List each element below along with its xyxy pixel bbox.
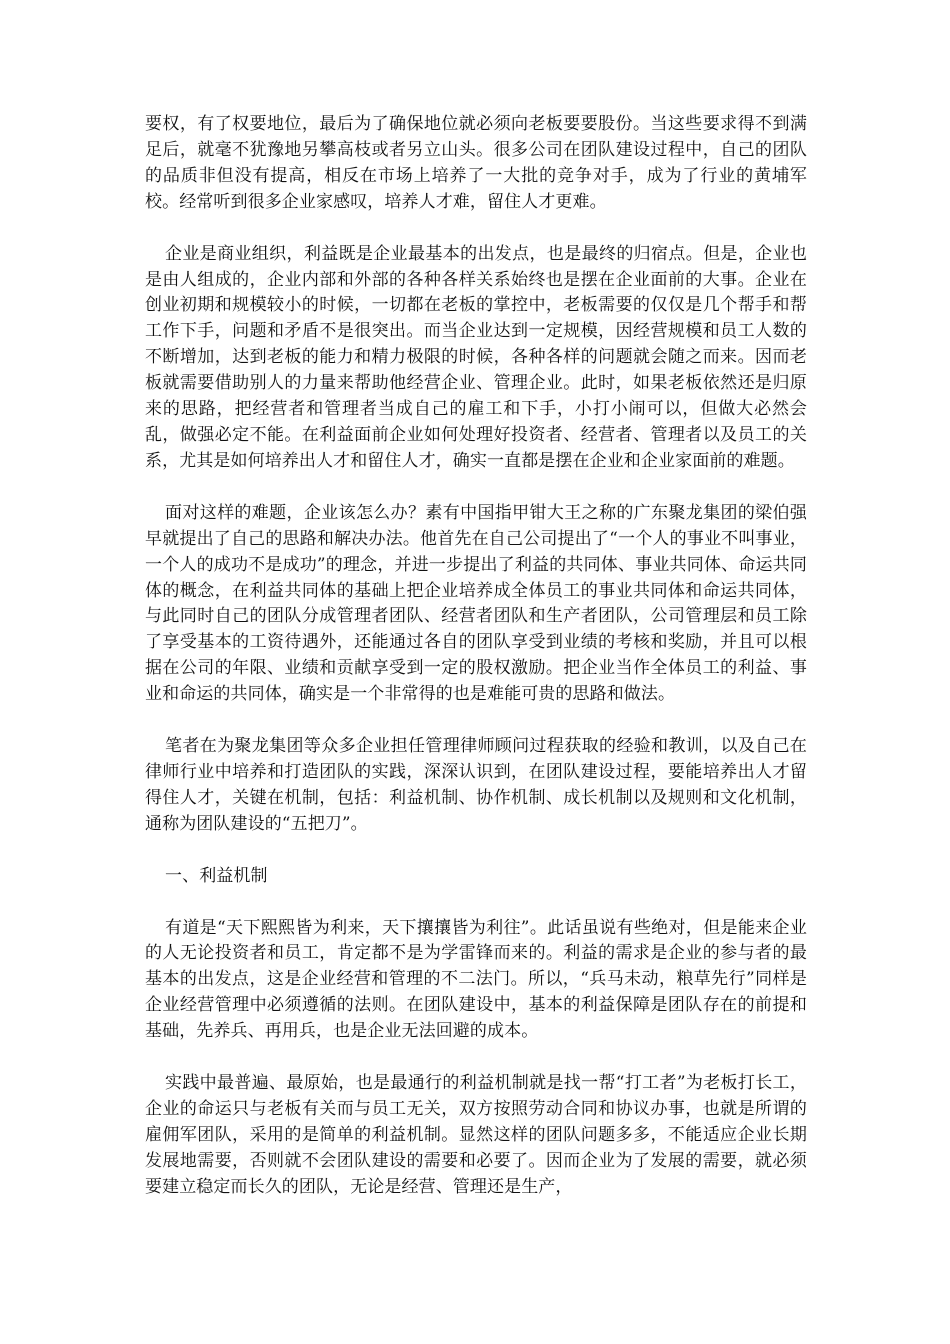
paragraph-6: 实践中最普遍、最原始，也是最通行的利益机制就是找一帮“打工者”为老板打长工，企业的命运只与老板有关而与员工无关，双方按照劳动合同和协议办事，也就是所谓的雇佣军团队，采用的是简单的利益机制。显然这样的团队问题多多，不能适应企业长期发展地需要，否则就不会团队建设的需要和必要了。因而企业为了发展的需要，就必须要建立稳定而长久的团队，无论是经营、管理还是生产， <box>145 1073 807 1197</box>
paragraph-1: 要权，有了权要地位，最后为了确保地位就必须向老板要要股份。当这些要求得不到满足后，就毫不犹豫地另攀高枝或者另立山头。很多公司在团队建设过程中，自己的团队的品质非但没有提高，相反在市场上培养了一大批的竞争对手，成为了行业的黄埔军校。经常听到很多企业家感叹，培养人才难，留住人才更难。 <box>145 114 807 212</box>
body-text <box>145 112 807 1227</box>
section-heading: 一、利益机制 <box>165 865 268 886</box>
paragraph-4: 笔者在为聚龙集团等众多企业担任管理律师顾问过程获取的经验和教训，以及自己在律师行业中培养和打造团队的实践，深深认识到，在团队建设过程，要能培养出人才留得住人才，关键在机制，包括：利益机制、协作机制、成长机制以及规则和文化机制，通称为团队建设的“五把刀”。 <box>145 736 807 834</box>
paragraph-2: 企业是商业组织，利益既是企业最基本的出发点，也是最终的归宿点。但是，企业也是由人组成的，企业内部和外部的各种各样关系始终也是摆在企业面前的大事。企业在创业初期和规模较小的时候，一切都在老板的掌控中，老板需要的仅仅是几个帮手和帮工作下手，问题和矛盾不是很突出。而当企业达到一定规模，因经营规模和员工人数的不断增加，达到老板的能力和精力极限的时候，各种各样的问题就会随之而来。因而老板就需要借助别人的力量来帮助他经营企业、管理企业。此时，如果老板依然还是归原来的思路，把经营者和管理者当成自己的雇工和下手，小打小闹可以，但做大必然会乱，做强必定不能。在利益面前企业如何处理好投资者、经营者、管理者以及员工的关系，尤其是如何培养出人才和留住人才，确实一直都是摆在企业和企业家面前的难题。 <box>145 243 807 471</box>
paragraph-3: 面对这样的难题，企业该怎么办？素有中国指甲钳大王之称的广东聚龙集团的梁伯强早就提出了自己的思路和解决办法。他首先在自己公司提出了“一个人的事业不叫事业，一个人的成功不是成功”的理念，并进一步提出了利益的共同体、事业共同体、命运共同体的概念，在利益共同体的基础上把企业培养成全体员工的事业共同体和命运共同体，与此同时自己的团队分成管理者团队、经营者团队和生产者团队，公司管理层和员工除了享受基本的工资待遇外，还能通过各自的团队享受到业绩的考核和奖励，并且可以根据在公司的年限、业绩和贡献享受到一定的股权激励。把企业当作全体员工的利益、事业和命运的共同体，确实是一个非常得的也是难能可贵的思路和做法。 <box>145 502 807 705</box>
paragraph-5: 有道是“天下熙熙皆为利来，天下攘攘皆为利往”。此话虽说有些绝对，但是能来企业的人无论投资者和员工，肯定都不是为学雷锋而来的。利益的需求是企业的参与者的最基本的出发点，这是企业经营和管理的不二法门。所以，“兵马未动，粮草先行”同样是企业经营管理中必须遵循的法则。在团队建设中，基本的利益保障是团队存在的前提和基础，先养兵、再用兵，也是企业无法回避的成本。 <box>145 917 807 1042</box>
